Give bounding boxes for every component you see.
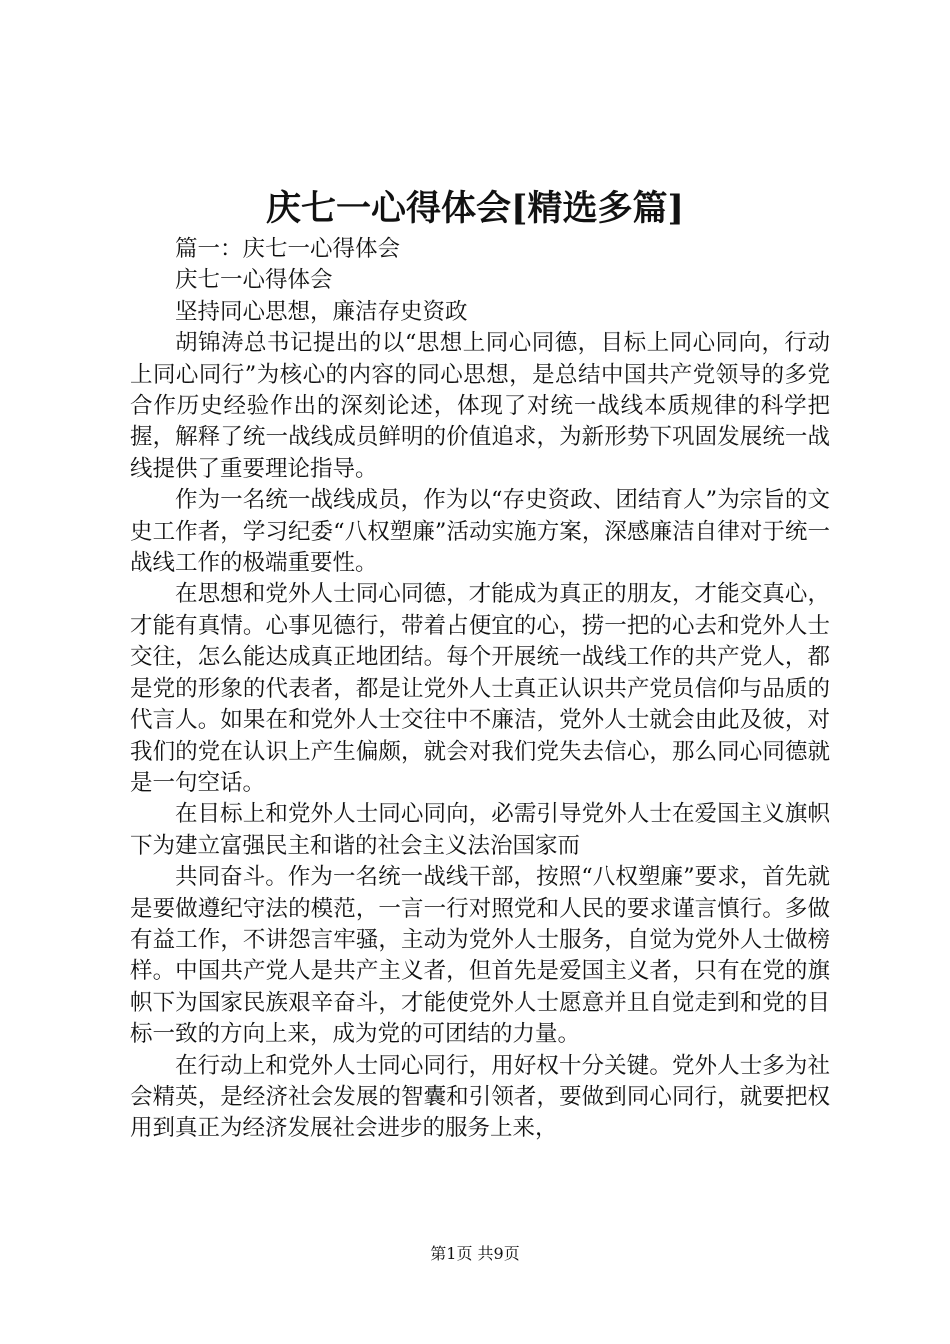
paragraph: 篇一：庆七一心得体会 bbox=[175, 236, 401, 262]
document-title: 庆七一心得体会[精选多篇] bbox=[265, 188, 685, 229]
document-body bbox=[130, 234, 830, 1145]
paragraph: 作为一名统一战线成员，作为以“存史资政、团结育人”为宗旨的文史工作者，学习纪委“八权塑廉”活动实施方案，深感廉洁自律对于统一战线工作的极端重要性。 bbox=[130, 487, 830, 577]
paragraph: 在思想和党外人士同心同德，才能成为真正的朋友，才能交真心，才能有真情。心事见德行，带着占便宜的心，捞一把的心去和党外人士交往，怎么能达成真正地团结。每个开展统一战线工作的共产党人，都是党的形象的代表者，都是让党外人士真正认识共产党员信仰与品质的代言人。如果在和党外人士交往中不廉洁，党外人士就会由此及彼，对我们的党在认识上产生偏颇，就会对我们党失去信心，那么同心同德就是一句空话。 bbox=[130, 581, 830, 796]
page-footer: 第1页 共9页 bbox=[430, 1244, 520, 1263]
paragraph: 在行动上和党外人士同心同行，用好权十分关键。党外人士多为社会精英，是经济社会发展的智囊和引领者，要做到同心同行，就要把权用到真正为经济发展社会进步的服务上来， bbox=[130, 1052, 830, 1142]
paragraph: 共同奋斗。作为一名统一战线干部，按照“八权塑廉”要求，首先就是要做遵纪守法的模范，一言一行对照党和人民的要求谨言慎行。多做有益工作，不讲怨言牢骚，主动为党外人士服务，自觉为党外人士做榜样。中国共产党人是共产主义者，但首先是爱国主义者，只有在党的旗帜下为国家民族艰辛奋斗，才能使党外人士愿意并且自觉走到和党的目标一致的方向上来，成为党的可团结的力量。 bbox=[130, 864, 830, 1048]
paragraph: 庆七一心得体会 bbox=[175, 267, 333, 294]
paragraph: 胡锦涛总书记提出的以“思想上同心同德，目标上同心同向，行动上同心同行”为核心的内容的同心思想，是总结中国共产党领导的多党合作历史经验作出的深刻论述，体现了对统一战线本质规律的科学把握，解释了统一战线成员鲜明的价值追求，为新形势下巩固发展统一战线提供了重要理论指导。 bbox=[130, 330, 830, 482]
paragraph: 在目标上和党外人士同心同向，必需引导党外人士在爱国主义旗帜下为建立富强民主和谐的社会主义法治国家而 bbox=[130, 801, 830, 859]
paragraph: 坚持同心思想，廉洁存史资政 bbox=[175, 298, 468, 325]
